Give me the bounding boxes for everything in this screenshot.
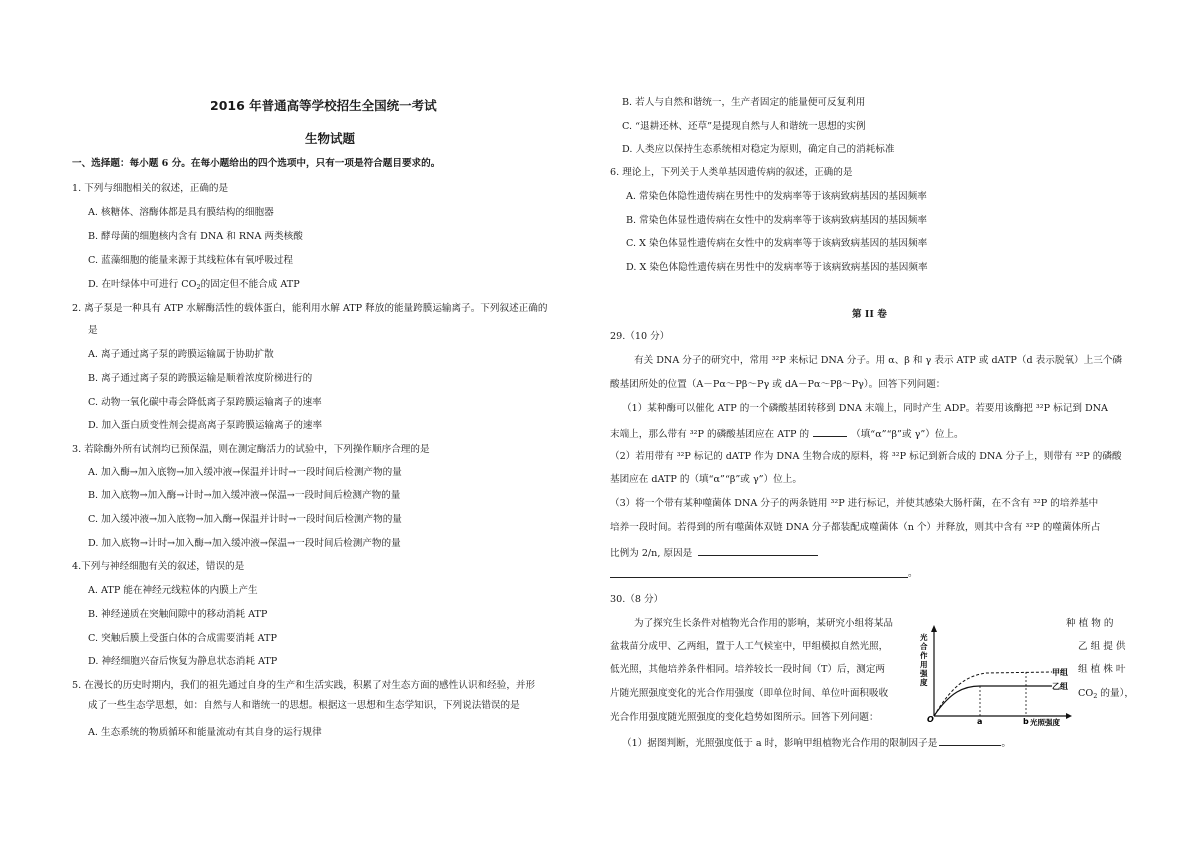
series-jia-label: 甲组 (1052, 668, 1068, 677)
q6-option-c: C. X 染色体显性遗传病在女性中的发病率等于该病致病基因的基因频率 (626, 238, 928, 249)
q1-option-d: D. 在叶绿体中可进行 $CO_2$的固定但不能合成 ATP (88, 279, 300, 291)
q6-stem: 6. 理论上，下列关于人类单基因遗传病的叙述，正确的是 (610, 167, 853, 178)
q29-part2-line2: 基团应在 dATP 的（填“α”“β”或 γ”）位上。 (610, 474, 802, 485)
series-yi-curve (934, 686, 1052, 716)
y-axis-label-char: 光 (920, 633, 928, 642)
x-axis-label: 光照强度 (1030, 718, 1060, 727)
q2-option-a: A. 离子通过离子泵的跨膜运输属于协助扩散 (88, 349, 274, 360)
q2-option-c: C. 动物一氧化碳中毒会降低离子泵跨膜运输离子的速率 (88, 397, 322, 408)
q2-stem-line2: 是 (88, 325, 98, 336)
q30-part1: （1）据图判断，光照强度低于 a 时，影响甲组植物光合作用的限制因子是 。 (622, 738, 1011, 749)
exam-title: 2016 年普通高等学校招生全国统一考试 (210, 98, 437, 113)
x-axis-arrow (1066, 713, 1072, 719)
q4-stem: 4.下列与神经细胞有关的叙述，错误的是 (72, 561, 245, 572)
q4-option-a: A. ATP 能在神经元线粒体的内膜上产生 (88, 585, 258, 596)
tick-label-a: a (977, 717, 983, 726)
q6-option-d: D. X 染色体隐性遗传病在男性中的发病率等于该病致病基因的基因频率 (626, 262, 928, 273)
section-1-heading: 一、选择题：每小题 6 分。在每小题给出的四个选项中，只有一项是符合题目要求的。 (72, 158, 441, 169)
photosynthesis-chart (920, 610, 1074, 728)
y-axis-label-char: 作 (920, 651, 928, 660)
answer-blank[interactable] (698, 546, 818, 556)
q30-text-right2: 乙 组 提 供 (1078, 641, 1126, 652)
q30-text-line1: 为了探究生长条件对植物光合作用的影响，某研究小组将某品 (634, 618, 894, 629)
part-2-heading: 第 II 卷 (852, 309, 887, 320)
q29-end-mark: 。 (908, 568, 918, 579)
q5-option-c: C. “退耕还林、还草”是提现自然与人和谐统一思想的实例 (622, 121, 866, 132)
q5-option-b: B. 若人与自然和谐统一，生产者固定的能量便可反复利用 (622, 97, 866, 108)
q4-option-b: B. 神经递质在突触间隙中的移动消耗 ATP (88, 609, 268, 620)
tick-label-b: b (1023, 717, 1029, 726)
exam-subtitle: 生物试题 (305, 131, 356, 146)
y-axis-label (919, 632, 928, 687)
q4-option-c: C. 突触后膜上受蛋白体的合成需要消耗 ATP (88, 633, 277, 644)
q30-text-right4: $CO_2$ 的量）， (1078, 688, 1134, 700)
q6-option-a: A. 常染色体隐性遗传病在男性中的发病率等于该病致病基因的基因频率 (626, 191, 927, 202)
series-jia-curve (934, 672, 1052, 716)
q3-option-a: A. 加入酶→加入底物→加入缓冲液→保温并计时→一段时间后检测产物的量 (88, 467, 402, 478)
q30-text-line5: 光合作用强度随光照强度的变化趋势如图所示。回答下列问题： (610, 712, 879, 723)
q29-part1-line1: （1）某种酶可以催化 ATP 的一个磷酸基团转移到 DNA 末端上，同时产生 ADP。若要用该酶把 ³²P 标记到 DNA (622, 403, 1108, 414)
q30-text-line4: 片随光照强度变化的光合作用强度（即单位时间、单位叶面积吸收 (610, 688, 889, 699)
y-axis-label-char: 合 (920, 642, 928, 651)
q1-stem: 1. 下列与细胞相关的叙述，正确的是 (72, 183, 229, 194)
q30-text-right3: 组 植 株 叶 (1078, 664, 1126, 675)
q1-option-a: A. 核糖体、溶酶体都是具有膜结构的细胞器 (88, 207, 274, 218)
right-column (600, 0, 1200, 849)
q1-option-c: C. 蓝藻细胞的能量来源于其线粒体有氧呼吸过程 (88, 255, 293, 266)
q30-text-line3: 低光照，其他培养条件相同。培养较长一段时间（T）后，测定两 (610, 664, 886, 675)
q29-part3-line1: （3）将一个带有某种噬菌体 DNA 分子的两条链用 ³²P 进行标记，并使其感染大肠杆菌，在不含有 ³²P 的培养基中 (610, 498, 1099, 509)
q30-heading: 30.（8 分） (610, 594, 664, 605)
q29-intro-line1: 有关 DNA 分子的研究中，常用 ³²P 来标记 DNA 分子。用 α、β 和 γ 表示 ATP 或 dATP（d 表示脱氧）上三个磷 (634, 355, 1123, 366)
y-axis-label-char: 强 (920, 669, 928, 678)
y-axis-label-char: 度 (920, 678, 928, 687)
q2-stem-line1: 2. 离子泵是一种具有 ATP 水解酶活性的载体蛋白，能利用水解 ATP 释放的能量跨膜运输离子。下列叙述正确的 (72, 303, 548, 314)
q3-option-d: D. 加入底物→计时→加入酶→加入缓冲液→保温→一段时间后检测产物的量 (88, 538, 401, 549)
q29-part3-line2: 培养一段时间。若得到的所有噬菌体双链 DNA 分子都装配成噬菌体（n 个）并释放，则其中含有 ³²P 的噬菌体所占 (610, 522, 1101, 533)
series-yi-label: 乙组 (1052, 682, 1068, 691)
q2-option-d: D. 加入蛋白质变性剂会提高离子泵跨膜运输离子的速率 (88, 420, 323, 431)
answer-blank[interactable] (939, 736, 1001, 746)
q29-intro-line2: 酸基团所处的位置（A－Pα～Pβ～Pγ 或 dA－Pα～Pβ～Pγ）。回答下列问题： (610, 379, 946, 390)
q5-option-d: D. 人类应以保持生态系统相对稳定为原则，确定自己的消耗标准 (622, 144, 895, 155)
q29-part3-line3: 比例为 2/n, 原因是 (610, 546, 818, 560)
q30-text-line2: 盆栽苗分成甲、乙两组，置于人工气候室中，甲组模拟自然光照， (610, 641, 889, 652)
q4-option-d: D. 神经细胞兴奋后恢复为静息状态消耗 ATP (88, 656, 278, 667)
q2-option-b: B. 离子通过离子泵的跨膜运输是顺着浓度阶梯进行的 (88, 373, 313, 384)
answer-blank[interactable] (813, 427, 847, 437)
q29-part1-line2: 末端上，那么带有 ³²P 的磷酸基团应在 ATP 的 （填“α”“β”或 γ”）位上。 (610, 429, 964, 440)
q29-part2-line1: （2）若用带有 ³²P 标记的 dATP 作为 DNA 生物合成的原料，将 ³²P 标记到新合成的 DNA 分子上，则带有 ³²P 的磷酸 (610, 451, 1122, 462)
q5-option-a: A. 生态系统的物质循环和能量流动有其自身的运行规律 (88, 727, 322, 738)
q5-stem-line2: 成了一些生态学思想，如：自然与人和谐统一的思想。根据这一思想和生态学知识，下列说法错误的是 (88, 700, 520, 711)
q1-option-b: B. 酵母菌的细胞核内含有 DNA 和 RNA 两类核酸 (88, 231, 303, 242)
q3-option-b: B. 加入底物→加入酶→计时→加入缓冲液→保温→一段时间后检测产物的量 (88, 490, 401, 501)
q5-stem-line1: 5. 在漫长的历史时期内，我们的祖先通过自身的生产和生活实践，积累了对生态方面的感性认识和经验，并形 (72, 680, 536, 691)
q3-option-c: C. 加入缓冲液→加入底物→加入酶→保温并计时→一段时间后检测产物的量 (88, 514, 402, 525)
y-axis-label-char: 用 (920, 660, 928, 669)
answer-line[interactable] (610, 577, 908, 578)
q29-heading: 29.（10 分） (610, 331, 670, 342)
q3-stem: 3. 若除酶外所有试剂均已预保温，则在测定酶活力的试验中，下列操作顺序合理的是 (72, 444, 430, 455)
q6-option-b: B. 常染色体显性遗传病在女性中的发病率等于该病致病基因的基因频率 (626, 215, 927, 226)
q30-text-right1: 种 植 物 的 (1066, 618, 1114, 629)
origin-label: O (927, 715, 934, 724)
y-axis-arrow (931, 625, 937, 632)
